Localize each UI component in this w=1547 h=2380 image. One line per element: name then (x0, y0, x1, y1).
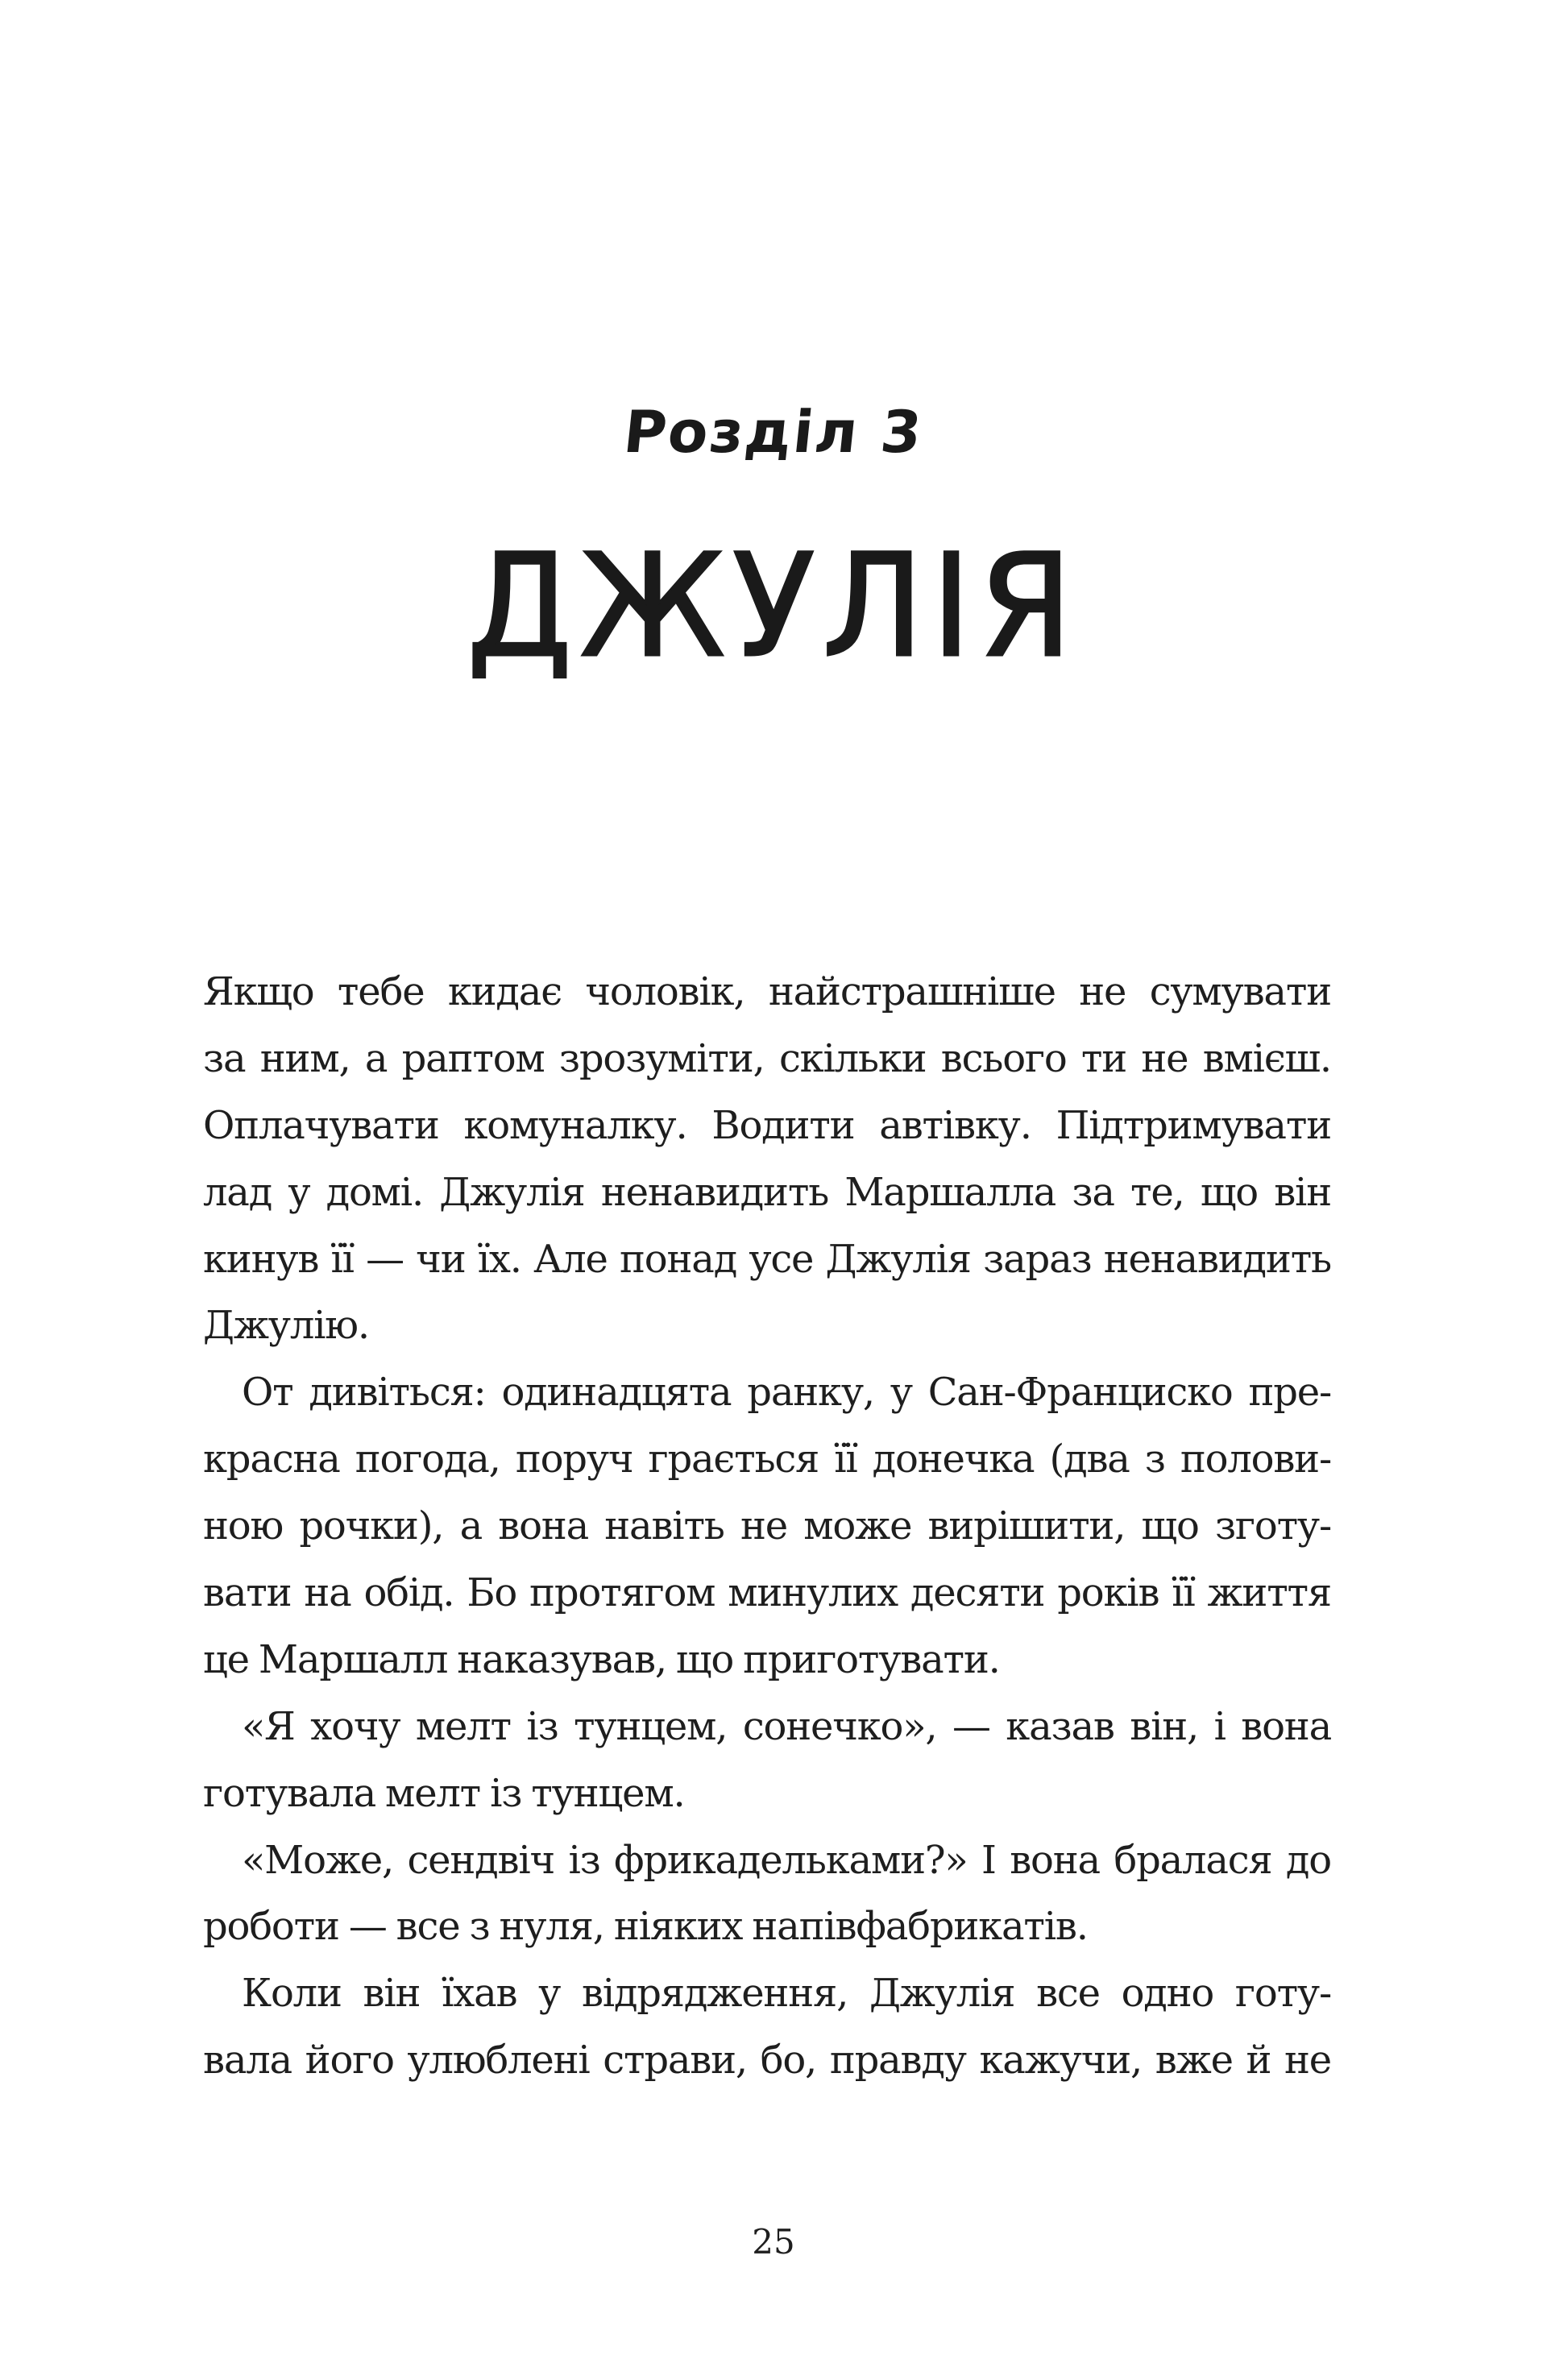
text-line: От дивіться: одинадцята ранку, у Сан-Франциско пре- (242, 1370, 1331, 1416)
text-line: «Може, сендвіч із фрикадельками?» І вона бралася до (242, 1837, 1331, 1883)
chapter-label: Розділ 3 (620, 398, 927, 466)
text-line: роботи — все з нуля, ніяких напівфабрикатів. (203, 1904, 1088, 1950)
page-number: 25 (752, 2222, 795, 2262)
text-line: кинув її — чи їх. Але понад усе Джулія зараз ненавидить (203, 1236, 1331, 1282)
chapter-title: ДЖУЛІЯ (467, 524, 1080, 689)
text-line: лад у домі. Джулія ненавидить Маршалла за те, що він (203, 1169, 1331, 1215)
text-line: Якщо тебе кидає чоловік, найстрашніше не сумувати (203, 969, 1331, 1014)
text-line: вати на обід. Бо протягом минулих десяти років її життя (203, 1570, 1331, 1616)
body-text (203, 959, 1331, 2094)
text-line: за ним, а раптом зрозуміти, скільки всього ти не вмієш. (203, 1035, 1331, 1081)
text-line: красна погода, поруч грається її донечка (два з полови- (203, 1437, 1331, 1482)
text-line: Джулію. (203, 1303, 369, 1349)
text-line: це Маршалл наказував, що приготувати. (203, 1636, 1000, 1682)
text-line: «Я хочу мелт із тунцем, сонечко», — казав він, і вона (242, 1703, 1331, 1749)
text-line: готувала мелт із тунцем. (203, 1770, 685, 1816)
text-line: ною рочки), а вона навіть не може вирішити, що зготу- (203, 1503, 1331, 1549)
text-line: Оплачувати комуналку. Водити автівку. Підтримувати (203, 1102, 1331, 1148)
text-line: Коли він їхав у відрядження, Джулія все одно готу- (242, 1971, 1331, 2017)
text-line: вала його улюблені страви, бо, правду кажучи, вже й не (203, 2038, 1331, 2084)
